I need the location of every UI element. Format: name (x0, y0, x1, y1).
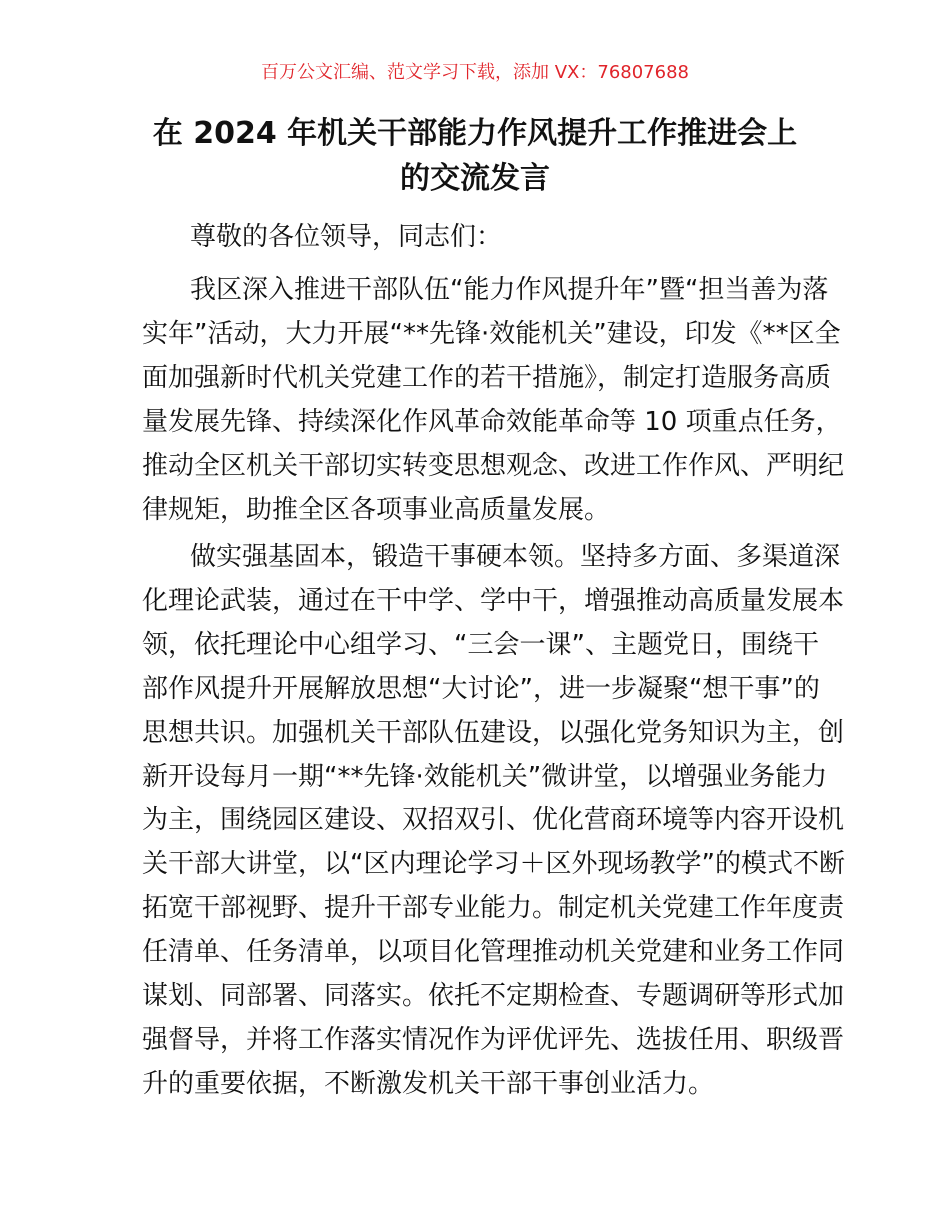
paragraph-line: 化理论武装，通过在干中学、学中干，增强推动高质量发展本 (142, 585, 845, 616)
paragraph-line: 关干部大讲堂，以“区内理论学习＋区外现场教学”的模式不断 (142, 849, 845, 880)
title-line: 在 2024 年机关干部能力作风提升工作推进会上 (152, 116, 798, 151)
paragraph-line: 思想共识。加强机关干部队伍建设，以强化党务知识为主，创 (142, 717, 845, 748)
paragraph-line: 律规矩，助推全区各项事业高质量发展。 (142, 494, 611, 525)
paragraph-line: 升的重要依据，不断激发机关干部干事创业活力。 (142, 1068, 715, 1099)
paragraph-line: 任清单、任务清单，以项目化管理推动机关党建和业务工作同 (142, 937, 845, 968)
paragraph-line: 量发展先锋、持续深化作风革命效能革命等 10 项重点任务， (142, 406, 842, 437)
paragraph-line: 我区深入推进干部队伍“能力作风提升年”暨“担当善为落 (190, 275, 829, 305)
paragraph-line: 推动全区机关干部切实转变思想观念、改进工作作风、严明纪 (142, 450, 845, 481)
paragraph-line: 强督导，并将工作落实情况作为评优评先、选拔任用、职级晋 (142, 1024, 845, 1055)
paragraph-line: 领，依托理论中心组学习、“三会一课”、主题党日，围绕干 (142, 629, 819, 660)
header-watermark-note: 百万公文汇编、范文学习下载，添加 VX：76807688 (261, 62, 689, 83)
paragraph-line: 新开设每月一期“**先锋·效能机关”微讲堂，以增强业务能力 (142, 761, 828, 792)
title-line: 的交流发言 (400, 161, 550, 196)
paragraph-line: 做实强基固本，锻造干事硬本领。坚持多方面、多渠道深 (190, 542, 841, 572)
greeting: 尊敬的各位领导，同志们： (190, 222, 503, 252)
paragraph-line: 实年”活动，大力开展“**先锋·效能机关”建设，印发《**区全 (142, 318, 841, 349)
paragraph-line: 部作风提升开展解放思想“大讨论”，进一步凝聚“想干事”的 (142, 673, 820, 704)
paragraph-line: 为主，围绕园区建设、双招双引、优化营商环境等内容开设机 (142, 805, 845, 836)
paragraph-line: 面加强新时代机关党建工作的若干措施》，制定打造服务高质 (142, 362, 832, 393)
paragraph-line: 谋划、同部署、同落实。依托不定期检查、专题调研等形式加 (142, 981, 845, 1011)
paragraph-line: 拓宽干部视野、提升干部专业能力。制定机关党建工作年度责 (142, 893, 845, 924)
